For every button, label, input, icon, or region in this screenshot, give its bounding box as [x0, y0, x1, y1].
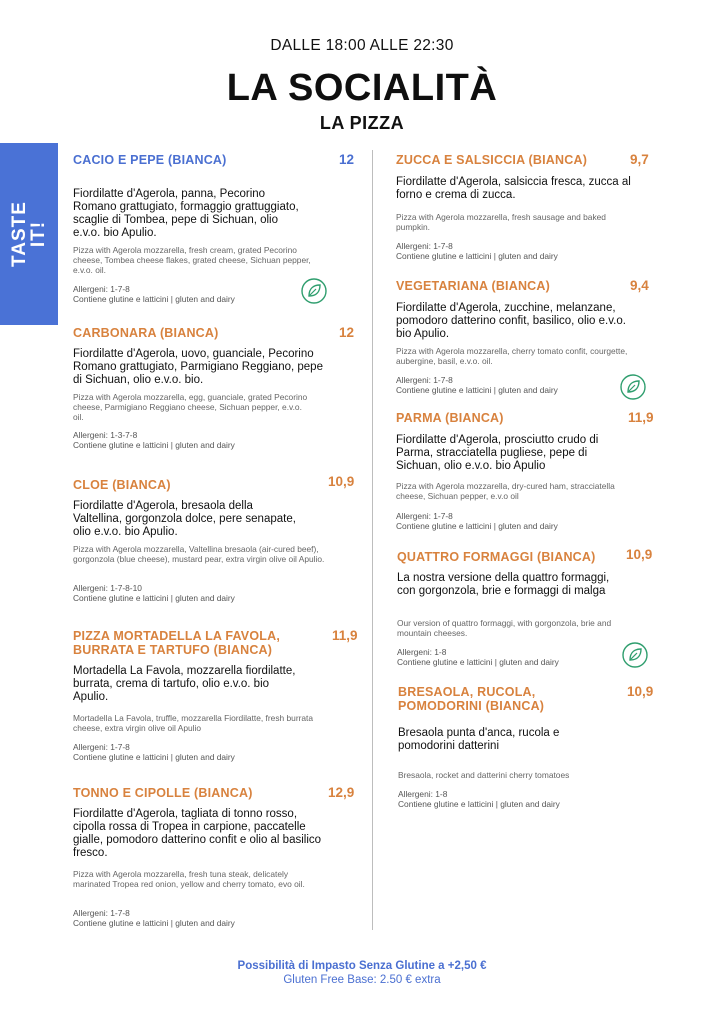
- item-contains: Contiene glutine e latticini | gluten and dairy: [73, 440, 235, 450]
- leaf-icon: [620, 374, 646, 400]
- item-description-en: Pizza with Agerola mozzarella, Valtellina bresaola (air-cured beef), gorgonzola (blue cheese), mustard pear, extra virgin olive oil Apulio.: [73, 544, 325, 564]
- menu-item-parma: [396, 411, 656, 536]
- item-name: PARMA (BIANCA): [396, 411, 504, 425]
- leaf-icon: [301, 278, 327, 304]
- item-name: CARBONARA (BIANCA): [73, 326, 219, 340]
- item-description-it: Fiordilatte d'Agerola, tagliata di tonno rosso, cipolla rossa di Tropea in carpione, paccatelle gialle, pomodoro datterino confit e olio al basilico fresco.: [73, 808, 322, 859]
- item-description-it: Fiordilatte d'Agerola, zucchine, melanzane, pomodoro datterino confit, basilico, olio e.v.o. bio Apulio.: [396, 302, 626, 340]
- item-description-it: Fiordilatte d'Agerola, bresaola della Valtellina, gorgonzola dolce, pere senapate, olio e.v.o. bio Apulio.: [73, 500, 296, 538]
- taste-it-label: TASTE IT!: [9, 201, 49, 267]
- item-name: CACIO E PEPE (BIANCA): [73, 153, 227, 167]
- page-title: LA SOCIALITÀ: [226, 67, 498, 109]
- item-allergens: Allergeni: 1-7-8: [396, 241, 453, 251]
- menu-item-quattro-formaggi: [397, 548, 657, 673]
- menu-item-tonno-e-cipolle: [73, 786, 358, 936]
- item-price: 11,9: [332, 628, 358, 643]
- item-description-en: Pizza with Agerola mozzarella, cherry tomato confit, courgette, aubergine, basil, e.v.o. oil.: [396, 346, 628, 366]
- item-description-it: La nostra versione della quattro formaggi, con gorgonzola, brie e formaggi di malga: [397, 572, 610, 597]
- item-description-en: Pizza with Agerola mozzarella, fresh sausage and baked pumpkin.: [396, 212, 606, 232]
- item-name: QUATTRO FORMAGGI (BIANCA): [397, 550, 596, 564]
- menu-item-mortadella: [73, 629, 358, 764]
- item-description-it: Fiordilatte d'Agerola, uovo, guanciale, Pecorino Romano grattugiato, Parmigiano Reggiano, pepe di Sichuan, olio e.v.o. bio.: [73, 348, 323, 386]
- item-name: TONNO E CIPOLLE (BIANCA): [73, 786, 253, 800]
- item-name: ZUCCA E SALSICCIA (BIANCA): [396, 153, 588, 167]
- item-name: PIZZA MORTADELLA LA FAVOLA, BURRATA E TARTUFO (BIANCA): [73, 629, 280, 657]
- menu-item-carbonara: [73, 326, 358, 456]
- item-contains: Contiene glutine e latticini | gluten and dairy: [398, 799, 560, 809]
- item-allergens: Allergeni: 1-7-8-10: [73, 583, 142, 593]
- gluten-free-note-en: Gluten Free Base: 2.50 € extra: [283, 974, 441, 986]
- item-description-it: Mortadella La Favola, mozzarella fiordilatte, burrata, crema di tartufo, olio e.v.o. bio Apulio.: [73, 665, 296, 703]
- item-name: BRESAOLA, RUCOLA, POMODORINI (BIANCA): [398, 685, 545, 713]
- menu-item-cloe: [73, 475, 358, 610]
- item-description-it: Fiordilatte d'Agerola, prosciutto crudo di Parma, stracciatella pugliese, pepe di Sichuan, olio e.v.o. bio Apulio: [396, 434, 599, 472]
- item-price: 9,4: [630, 278, 649, 293]
- item-allergens: Allergeni: 1-8: [397, 647, 447, 657]
- gluten-free-note-it: Possibilità di Impasto Senza Glutine a +2,50 €: [237, 960, 487, 972]
- item-description-it: Fiordilatte d'Agerola, salsiccia fresca, zucca al forno e crema di zucca.: [396, 176, 631, 201]
- menu-item-vegetariana: [396, 279, 656, 399]
- item-contains: Contiene glutine e latticini | gluten and dairy: [73, 752, 235, 762]
- item-contains: Contiene glutine e latticini | gluten and dairy: [396, 521, 558, 531]
- item-price: 11,9: [628, 410, 654, 425]
- leaf-icon: [622, 642, 648, 668]
- item-description-en: Pizza with Agerola mozzarella, egg, guanciale, grated Pecorino cheese, Parmigiano Reggiano cheese, Sichuan pepper, e.v.o. oil.: [73, 392, 308, 422]
- section-subtitle: LA PIZZA: [319, 113, 405, 133]
- item-allergens: Allergeni: 1-7-8: [396, 375, 453, 385]
- menu-item-cacio-e-pepe: [73, 153, 358, 313]
- item-description-en: Pizza with Agerola mozzarella, fresh tuna steak, delicately marinated Tropea red onion, yellow and cherry tomato, evo oil.: [73, 869, 305, 889]
- item-description-it: Fiordilatte d'Agerola, panna, Pecorino Romano grattugiato, formaggio grattuggiato, scaglie di Tombea, pepe di Sichuan, olio e.v.o. bio Apulio.: [73, 188, 299, 239]
- item-description-en: Mortadella La Favola, truffle, mozzarella Fiordilatte, fresh burrata cheese, extra virgin olive oil Apulio: [73, 713, 314, 733]
- item-allergens: Allergeni: 1-7-8: [73, 284, 130, 294]
- item-allergens: Allergeni: 1-3-7-8: [73, 430, 138, 440]
- item-description-en: Pizza with Agerola mozzarella, dry-cured ham, stracciatella cheese, Sichuan pepper, e.v.o oil: [396, 481, 615, 501]
- menu-item-bresaola: [398, 685, 658, 815]
- item-allergens: Allergeni: 1-7-8: [73, 908, 130, 918]
- item-description-en: Bresaola, rocket and datterini cherry tomatoes: [398, 770, 570, 780]
- item-contains: Contiene glutine e latticini | gluten and dairy: [73, 918, 235, 928]
- item-description-en: Pizza with Agerola mozzarella, fresh cream, grated Pecorino cheese, Tombea cheese flakes, grated cheese, Sichuan pepper, e.v.o. oil.: [73, 245, 311, 275]
- item-allergens: Allergeni: 1-8: [398, 789, 448, 799]
- item-allergens: Allergeni: 1-7-8: [73, 742, 130, 752]
- column-divider: [372, 150, 373, 930]
- menu-item-zucca-e-salsiccia: [396, 153, 656, 263]
- item-name: CLOE (BIANCA): [73, 478, 171, 492]
- item-price: 10,9: [328, 474, 355, 489]
- item-contains: Contiene glutine e latticini | gluten and dairy: [396, 385, 558, 395]
- item-description-en: Our version of quattro formaggi, with gorgonzola, brie and mountain cheeses.: [397, 618, 612, 638]
- service-hours: DALLE 18:00 ALLE 22:30: [270, 37, 454, 54]
- item-contains: Contiene glutine e latticini | gluten and dairy: [396, 251, 558, 261]
- taste-it-tab: [0, 143, 58, 325]
- item-contains: Contiene glutine e latticini | gluten and dairy: [73, 294, 235, 304]
- item-price: 9,7: [630, 152, 649, 167]
- item-price: 12: [339, 152, 355, 167]
- item-price: 10,9: [627, 684, 654, 699]
- item-price: 10,9: [626, 547, 653, 562]
- item-contains: Contiene glutine e latticini | gluten and dairy: [397, 657, 559, 667]
- item-description-it: Bresaola punta d'anca, rucola e pomodorini datterini: [398, 727, 560, 752]
- item-name: VEGETARIANA (BIANCA): [396, 279, 550, 293]
- item-contains: Contiene glutine e latticini | gluten and dairy: [73, 593, 235, 603]
- item-allergens: Allergeni: 1-7-8: [396, 511, 453, 521]
- item-price: 12: [339, 325, 355, 340]
- item-price: 12,9: [328, 785, 355, 800]
